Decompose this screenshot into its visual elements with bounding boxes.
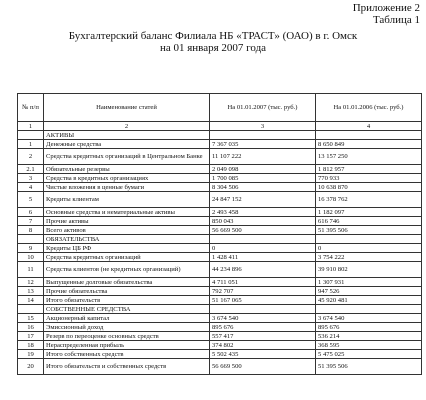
row-value-2006: 536 214 xyxy=(316,332,422,341)
row-item-name: Чистые вложения в ценные бумаги xyxy=(44,183,210,192)
row-value-2007 xyxy=(210,131,316,140)
table-row xyxy=(18,287,422,296)
row-value-2006: 39 910 802 xyxy=(316,262,422,278)
table-row xyxy=(18,140,422,149)
row-number: 4 xyxy=(18,183,44,192)
row-number xyxy=(18,131,44,140)
table-row xyxy=(18,244,422,253)
row-value-2006: 5 475 025 xyxy=(316,350,422,359)
table-row xyxy=(18,208,422,217)
table-row xyxy=(18,192,422,208)
row-number: 5 xyxy=(18,192,44,208)
row-item-name: Итого обязательств и собственных средств xyxy=(44,359,210,375)
row-value-2006: 770 933 xyxy=(316,174,422,183)
row-item-name: Средства кредитных организаций xyxy=(44,253,210,262)
row-item-name: Итого собственных средств xyxy=(44,350,210,359)
table-number-line: Таблица 1 xyxy=(372,14,420,26)
row-number xyxy=(18,305,44,314)
row-value-2007: 3 674 540 xyxy=(210,314,316,323)
appendix-label xyxy=(353,2,420,26)
row-value-2006: 368 595 xyxy=(316,341,422,350)
column-index-row xyxy=(18,122,422,131)
row-item-name: ОБЯЗАТЕЛЬСТВА xyxy=(44,235,210,244)
table-row xyxy=(18,226,422,235)
row-value-2006: 51 395 506 xyxy=(316,359,422,375)
row-item-name: Прочие активы xyxy=(44,217,210,226)
table-body xyxy=(18,131,422,375)
row-value-2006: 8 650 849 xyxy=(316,140,422,149)
table-row xyxy=(18,183,422,192)
table-row xyxy=(18,350,422,359)
header-2007: На 01.01.2007 (тыс. руб.) xyxy=(210,94,316,122)
row-value-2007: 8 304 506 xyxy=(210,183,316,192)
document-title xyxy=(0,30,426,54)
header-number: № п/п xyxy=(18,94,44,122)
row-value-2006: 0 xyxy=(316,244,422,253)
row-item-name: Всего активов xyxy=(44,226,210,235)
row-value-2007 xyxy=(210,235,316,244)
row-number: 7 xyxy=(18,217,44,226)
row-value-2007: 1 700 085 xyxy=(210,174,316,183)
row-value-2006: 1 307 931 xyxy=(316,278,422,287)
row-item-name: Резерв по переоценке основных средств xyxy=(44,332,210,341)
row-number: 20 xyxy=(18,359,44,375)
row-value-2006: 51 395 506 xyxy=(316,226,422,235)
row-number: 11 xyxy=(18,262,44,278)
table-row xyxy=(18,174,422,183)
row-value-2007: 11 107 222 xyxy=(210,149,316,165)
row-value-2006: 3 754 222 xyxy=(316,253,422,262)
row-item-name: Средства кредитных организаций в Центральном Банке xyxy=(44,149,210,165)
row-item-name: Кредиты клиентам xyxy=(44,192,210,208)
row-value-2006: 947 526 xyxy=(316,287,422,296)
table-row xyxy=(18,332,422,341)
row-value-2007: 0 xyxy=(210,244,316,253)
row-value-2007: 2 493 458 xyxy=(210,208,316,217)
row-item-name: Итого обязательств xyxy=(44,296,210,305)
header-2006: На 01.01.2006 (тыс. руб.) xyxy=(316,94,422,122)
row-value-2007: 51 167 065 xyxy=(210,296,316,305)
row-value-2006 xyxy=(316,131,422,140)
row-number: 15 xyxy=(18,314,44,323)
row-value-2006: 13 157 250 xyxy=(316,149,422,165)
title-date-line: на 01 января 2007 года xyxy=(159,42,267,54)
table-header-row xyxy=(18,94,422,122)
row-value-2007: 7 367 035 xyxy=(210,140,316,149)
row-value-2006: 1 182 097 xyxy=(316,208,422,217)
column-index: 4 xyxy=(316,122,422,131)
appendix-line: Приложение 2 xyxy=(352,2,420,14)
row-item-name: Выпущенные долговые обязательства xyxy=(44,278,210,287)
row-item-name: Прочие обязательства xyxy=(44,287,210,296)
row-number: 9 xyxy=(18,244,44,253)
row-value-2006: 3 674 540 xyxy=(316,314,422,323)
table-row xyxy=(18,165,422,174)
row-number: 17 xyxy=(18,332,44,341)
row-value-2006: 895 676 xyxy=(316,323,422,332)
row-number: 10 xyxy=(18,253,44,262)
row-item-name: Эмиссионный доход xyxy=(44,323,210,332)
row-number xyxy=(18,235,44,244)
row-number: 8 xyxy=(18,226,44,235)
row-value-2007: 1 428 411 xyxy=(210,253,316,262)
table-row xyxy=(18,149,422,165)
row-value-2007 xyxy=(210,305,316,314)
header-item-name: Наименование статей xyxy=(44,94,210,122)
table-row xyxy=(18,296,422,305)
row-number: 3 xyxy=(18,174,44,183)
row-value-2007: 56 669 500 xyxy=(210,359,316,375)
row-item-name: Кредиты ЦБ РФ xyxy=(44,244,210,253)
table-row xyxy=(18,262,422,278)
row-item-name: СОБСТВЕННЫЕ СРЕДСТВА xyxy=(44,305,210,314)
row-item-name: Основные средства и нематериальные активы xyxy=(44,208,210,217)
table-row xyxy=(18,131,422,140)
row-value-2007: 24 847 152 xyxy=(210,192,316,208)
row-number: 19 xyxy=(18,350,44,359)
title-line: Бухгалтерский баланс Филиала НБ «ТРАСТ» (ОАО) в г. Омск xyxy=(68,30,358,42)
row-item-name: Денежные средства xyxy=(44,140,210,149)
table-row xyxy=(18,217,422,226)
column-index: 3 xyxy=(210,122,316,131)
row-number: 1 xyxy=(18,140,44,149)
row-value-2006: 45 920 481 xyxy=(316,296,422,305)
table-row xyxy=(18,314,422,323)
row-value-2006 xyxy=(316,305,422,314)
table-row xyxy=(18,341,422,350)
row-number: 18 xyxy=(18,341,44,350)
row-value-2007: 56 669 500 xyxy=(210,226,316,235)
row-number: 2.1 xyxy=(18,165,44,174)
table-row xyxy=(18,305,422,314)
row-value-2007: 2 049 098 xyxy=(210,165,316,174)
row-number: 6 xyxy=(18,208,44,217)
table-row xyxy=(18,359,422,375)
row-value-2006: 616 746 xyxy=(316,217,422,226)
row-item-name: АКТИВЫ xyxy=(44,131,210,140)
row-item-name: Нераспределенная прибыль xyxy=(44,341,210,350)
row-value-2007: 5 502 435 xyxy=(210,350,316,359)
row-value-2007: 44 234 896 xyxy=(210,262,316,278)
row-value-2007: 792 707 xyxy=(210,287,316,296)
row-value-2007: 895 676 xyxy=(210,323,316,332)
table-row xyxy=(18,323,422,332)
row-value-2007: 4 711 051 xyxy=(210,278,316,287)
row-value-2006: 10 638 870 xyxy=(316,183,422,192)
row-number: 12 xyxy=(18,278,44,287)
row-item-name: Средства клиентов (не кредитных организаций) xyxy=(44,262,210,278)
row-value-2006: 1 812 957 xyxy=(316,165,422,174)
row-number: 13 xyxy=(18,287,44,296)
balance-table xyxy=(17,93,422,375)
row-number: 2 xyxy=(18,149,44,165)
column-index: 1 xyxy=(18,122,44,131)
row-value-2007: 850 043 xyxy=(210,217,316,226)
row-item-name: Обязательные резервы xyxy=(44,165,210,174)
table-row xyxy=(18,278,422,287)
row-item-name: Средства в кредитных организациях xyxy=(44,174,210,183)
table-row xyxy=(18,253,422,262)
row-value-2006: 16 378 762 xyxy=(316,192,422,208)
row-number: 14 xyxy=(18,296,44,305)
row-number: 16 xyxy=(18,323,44,332)
row-item-name: Акционерный капитал xyxy=(44,314,210,323)
row-value-2006 xyxy=(316,235,422,244)
row-value-2007: 557 417 xyxy=(210,332,316,341)
row-value-2007: 374 802 xyxy=(210,341,316,350)
column-index: 2 xyxy=(44,122,210,131)
table-row xyxy=(18,235,422,244)
